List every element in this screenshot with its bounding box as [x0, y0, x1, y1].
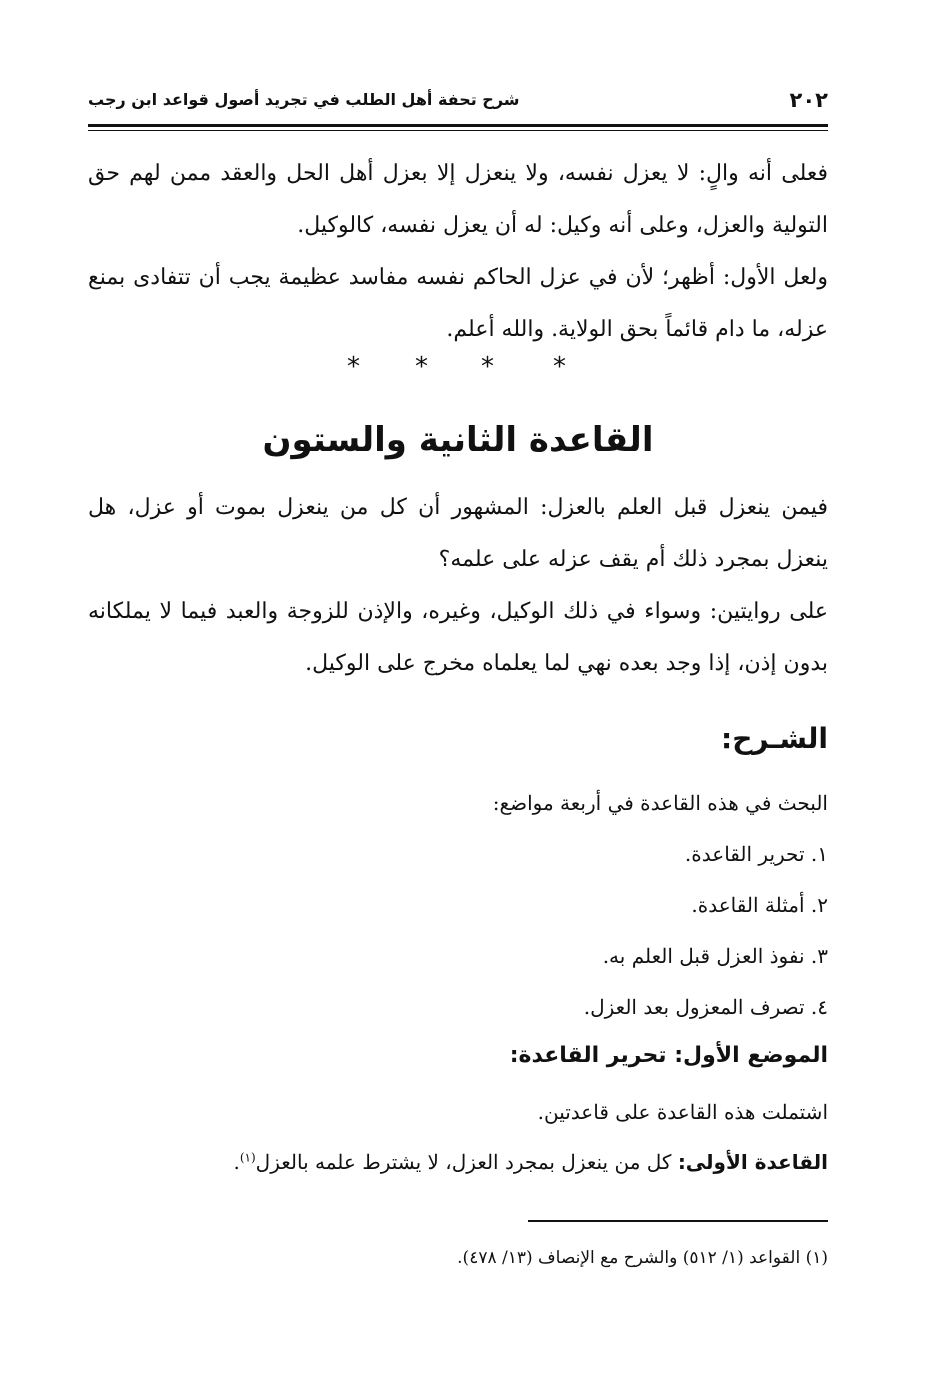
intro-text [88, 148, 828, 356]
footnote-divider [528, 1220, 828, 1222]
footnote: (١) القواعد (١/ ٥١٢) والشرح مع الإنصاف (١٣/ ٤٧٨). [457, 1248, 828, 1268]
section-separator [88, 352, 828, 392]
list-item: ٢. أمثلة القاعدة. [691, 893, 828, 917]
separator-star: * [347, 352, 360, 382]
header-rule-thick [88, 124, 828, 127]
header-rule-thin [88, 130, 828, 131]
separator-star: * [553, 352, 566, 382]
page-number: ٢٠٢ [789, 88, 828, 112]
separator-star: * [415, 352, 428, 382]
list-item: ١. تحرير القاعدة. [684, 842, 828, 866]
intro-paragraph-1: فعلى أنه والٍ: لا يعزل نفسه، ولا ينعزل إلا بعزل أهل الحل والعقد ممن لهم حق التولية والعزل، وعلى أنه وكيل: له أن يعزل نفسه، كالوكيل. [88, 161, 828, 238]
first-rule-text: كل من ينعزل بمجرد العزل، لا يشترط علمه بالعزل [255, 1150, 672, 1174]
rule-paragraph-1: فيمن ينعزل قبل العلم بالعزل: المشهور أن كل من ينعزل بموت أو عزل، هل ينعزل بمجرد ذلك أم يقف عزله على علمه؟ [88, 495, 828, 572]
list-item: ٣. نفوذ العزل قبل العلم به. [602, 944, 828, 968]
list-item: ٤. تصرف المعزول بعد العزل. [583, 995, 828, 1019]
first-rule-line [108, 1150, 828, 1174]
rule-text [88, 482, 828, 690]
rule-paragraph-2: على روايتين: وسواء في ذلك الوكيل، وغيره، والإذن للزوجة والعبد فيما لا يملكانه بدون إذن، إذا وجد بعده نهي لما يعلماه مخرج على الوكيل. [88, 599, 828, 676]
first-position-heading: الموضع الأول: تحرير القاعدة: [509, 1043, 828, 1068]
explanation-list [108, 778, 828, 1033]
footnote-reference[interactable]: (١) [239, 1150, 256, 1165]
contains-line: اشتملت هذه القاعدة على قاعدتين. [537, 1100, 828, 1124]
first-rule-end: . [233, 1150, 240, 1174]
first-rule-lead: القاعدة الأولى: [677, 1150, 828, 1174]
page-header [88, 88, 828, 118]
separator-star: * [481, 352, 494, 382]
intro-paragraph-2: ولعل الأول: أظهر؛ لأن في عزل الحاكم نفسه مفاسد عظيمة يجب أن تتفادى بمنع عزله، ما دام قائماً بحق الولاية. والله أعلم. [88, 265, 828, 342]
explanation-heading: الشـرح: [721, 722, 828, 755]
explanation-intro: البحث في هذه القاعدة في أربعة مواضع: [492, 791, 828, 815]
rule-title: القاعدة الثانية والستون [262, 420, 654, 460]
running-title: شرح تحفة أهل الطلب في تجريد أصول قواعد ابن رجب [88, 90, 520, 109]
